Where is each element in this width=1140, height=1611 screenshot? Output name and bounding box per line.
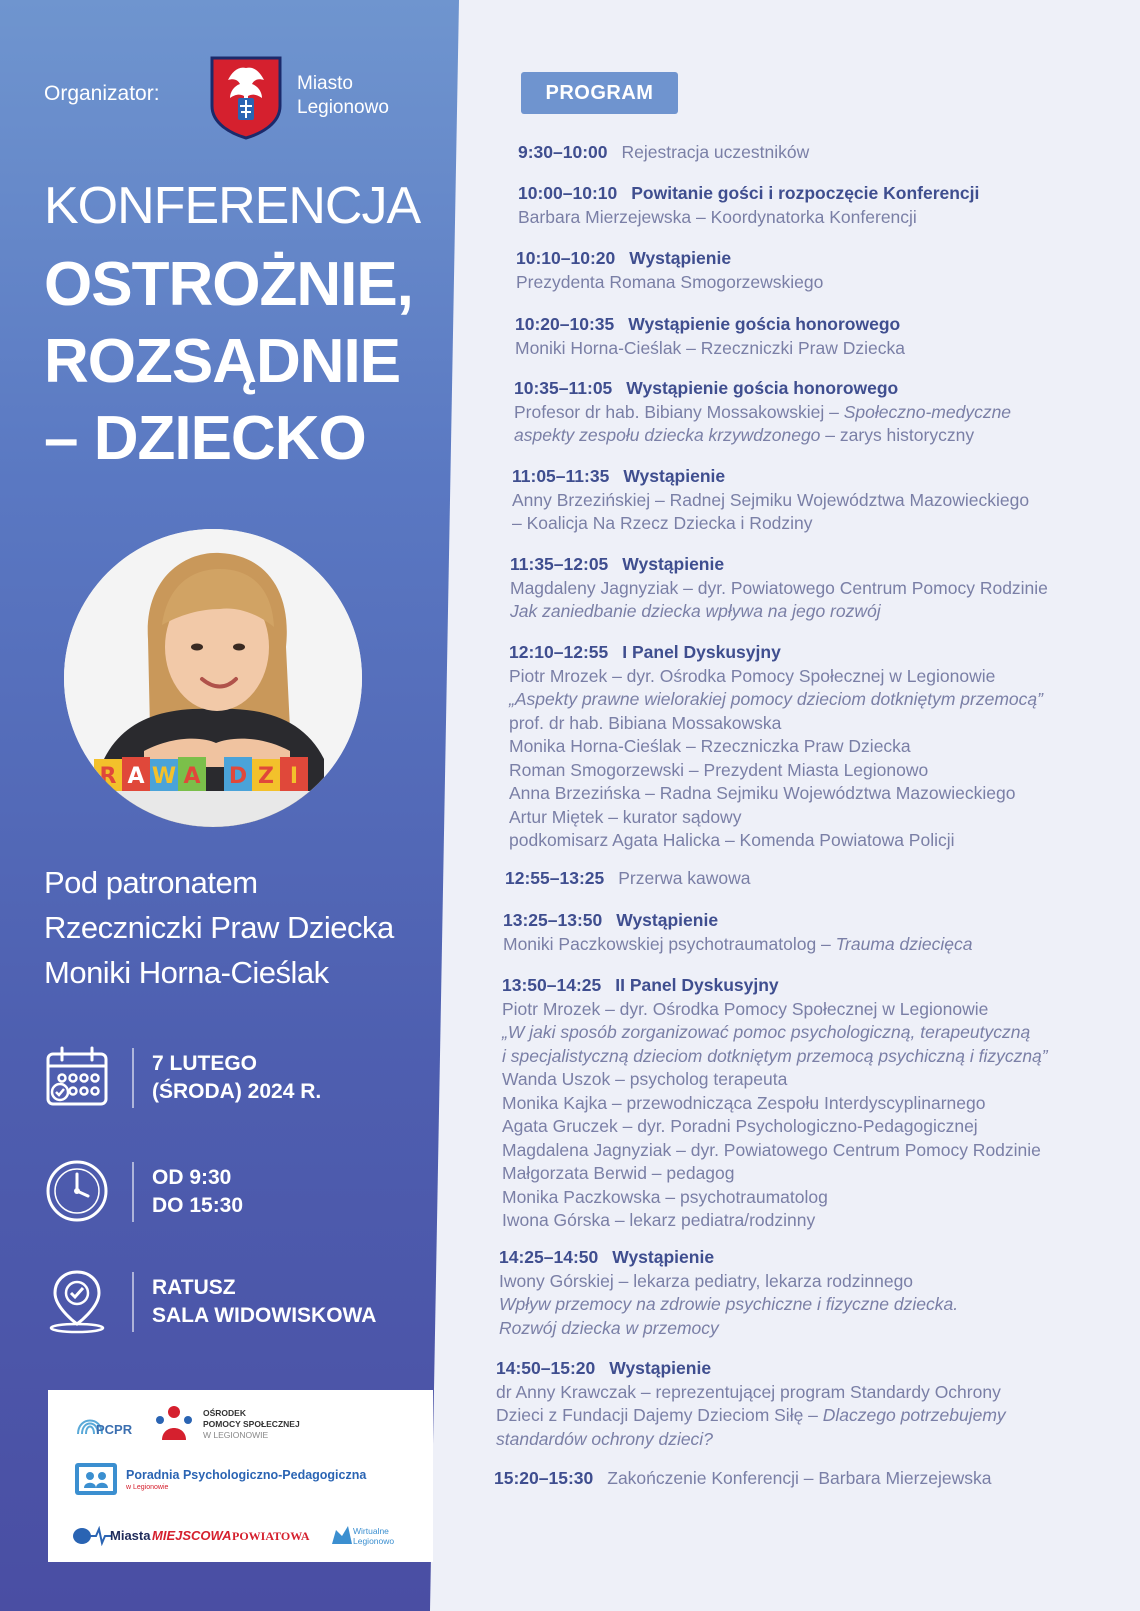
program-item-line (502, 998, 1048, 1022)
miasta-logo-icon (72, 1526, 112, 1546)
title-line1: OSTROŻNIE, (44, 250, 413, 319)
sponsors-box (48, 1390, 433, 1562)
program-item-detail: Moniki Paczkowskiej psychotraumatolog – (503, 933, 836, 954)
program-item-time: 15:20–15:30 (494, 1468, 594, 1488)
organizer-label: Organizator: (44, 82, 160, 105)
program-item-line (509, 759, 1043, 783)
program-item-line (514, 401, 1011, 425)
program-item-line (509, 829, 1043, 853)
poradnia-logo-text: Poradnia Psychologiczno-Pedagogiczna (126, 1468, 367, 1482)
program-item-line (502, 1045, 1048, 1069)
program-item-line (502, 1115, 1048, 1139)
program-item (496, 1357, 1006, 1451)
program-item-detail: Piotr Mrozek – dyr. Ośrodka Pomocy Społecznej w Legionowie (509, 665, 996, 686)
program-item-line (515, 337, 905, 361)
program-item-title: Wystąpienie (616, 910, 719, 930)
program-item-detail: Agata Gruczek – dyr. Poradni Psychologiczno-Pedagogicznej (502, 1116, 978, 1136)
calendar-icon (44, 1044, 110, 1110)
event-time (152, 1164, 243, 1220)
conference-title (44, 246, 413, 477)
title-line2: ROZSĄDNIE (44, 327, 401, 396)
patronage-line1: Pod patronatem (44, 865, 258, 900)
poradnia-logo-icon (74, 1462, 118, 1496)
time-line1: OD 9:30 (152, 1166, 232, 1189)
program-item-line (509, 688, 1043, 712)
date-row (44, 1044, 424, 1114)
program-item-title: Wystąpienie (623, 466, 726, 486)
block-letter-1: A (127, 764, 145, 789)
date-separator (132, 1048, 134, 1108)
program-item-line (502, 1209, 1048, 1233)
patronage-line3: Moniki Horna-Cieślak (44, 955, 329, 990)
media-logo-powiatowa: POWIATOWA (232, 1529, 310, 1543)
city-name-line2: Legionowo (297, 97, 389, 118)
event-place (152, 1274, 376, 1330)
program-item-line (502, 1092, 1048, 1116)
program-item-detail: Moniki Horna-Cieślak – Rzeczniczki Praw Dziecka (515, 337, 905, 358)
program-item (505, 867, 751, 891)
program-item (502, 974, 1048, 1233)
ops-logo-icon (152, 1404, 196, 1442)
program-item-detail: „W jaki sposób zorganizować pomoc psychologiczną, terapeutyczną (502, 1022, 1031, 1042)
media-logo-miejscowa: MIEJSCOWA (152, 1528, 232, 1543)
program-item-title: Wystąpienie (612, 1247, 715, 1267)
program-item-title: Zakończenie Konferencji – Barbara Mierzejewska (607, 1468, 992, 1488)
media-logo-miasta: Miasta (110, 1528, 151, 1543)
program-item-detail: Wanda Uszok – psycholog terapeuta (502, 1069, 788, 1089)
patronage (44, 860, 394, 995)
woman-with-blocks-illustration (64, 529, 362, 827)
program-item-detail: Wpływ przemocy na zdrowie psychiczne i fizyczne dziecka. (499, 1294, 959, 1314)
program-item-time: 14:50–15:20 (496, 1358, 596, 1378)
ops-line2: POMOCY SPOŁECZNEJ (203, 1419, 300, 1429)
program-item (499, 1246, 958, 1340)
clock-icon (44, 1158, 110, 1224)
program-item-title: Wystąpienie (629, 248, 732, 268)
program-item-title: Wystąpienie (622, 554, 725, 574)
program-item-header (512, 465, 1029, 489)
program-item (518, 182, 979, 229)
program-item-header (496, 1357, 1006, 1381)
program-item (514, 377, 1011, 448)
patronage-line2: Rzeczniczki Praw Dziecka (44, 910, 394, 945)
program-item-detail: Społeczno-medyczne (843, 401, 1012, 422)
program-item-header (515, 313, 905, 337)
program-item-detail: Artur Miętek – kurator sądowy (509, 806, 742, 827)
program-item-title: II Panel Dyskusyjny (615, 975, 779, 995)
program-item-time: 12:55–13:25 (505, 868, 605, 888)
city-name-line1: Miasto (297, 73, 353, 94)
program-item-detail: Barbara Mierzejewska – Koordynatorka Konferencji (518, 206, 917, 227)
program-item-detail: Roman Smogorzewski – Prezydent Miasta Legionowo (509, 759, 929, 780)
program-item-line (509, 806, 1043, 830)
program-item-detail: Anna Brzezińska – Radna Sejmiku Województwa Mazowieckiego (509, 783, 1016, 803)
program-item-detail: Dzieci z Fundacji Dajemy Dzieciom Siłę – (496, 1405, 823, 1425)
program-item-detail: Rozwój dziecka w przemocy (499, 1317, 719, 1338)
program-item-line (509, 782, 1043, 806)
wirtualne-line2: Legionowo (353, 1536, 395, 1546)
program-item (518, 141, 809, 165)
program-item-time: 14:25–14:50 (499, 1247, 599, 1267)
program-item-detail: – Koalicja Na Rzecz Dziecka i Rodziny (512, 513, 813, 533)
city-name (297, 72, 389, 120)
program-item-header (499, 1246, 958, 1270)
program-item-title: Wystąpienie gościa honorowego (626, 378, 899, 398)
program-item-line (502, 1162, 1048, 1186)
program-item-title: Rejestracja uczestników (621, 142, 810, 162)
program-item-detail: prof. dr hab. Bibiana Mossakowska (509, 712, 782, 733)
poradnia-logo-subtext: w Legionowie (126, 1484, 169, 1491)
program-item-header (509, 641, 1043, 665)
program-item-line (516, 271, 823, 295)
program-item-detail: Małgorzata Berwid – pedagog (502, 1163, 735, 1183)
program-item-line (509, 712, 1043, 736)
program-item-line (509, 735, 1043, 759)
program-item-title: I Panel Dyskusyjny (622, 642, 781, 662)
program-item-line (496, 1404, 1006, 1428)
program-item-detail: Dlaczego potrzebujemy (822, 1405, 1006, 1425)
program-item-line (503, 933, 972, 957)
program-item-header (516, 247, 823, 271)
block-letter-7: I (289, 764, 299, 789)
block-letter-0: R (99, 764, 117, 789)
program-item-detail: aspekty zespołu dziecka krzywdzonego (514, 425, 821, 445)
program-item-time: 13:50–14:25 (502, 975, 602, 995)
time-line2: DO 15:30 (152, 1194, 244, 1217)
program-item-line (502, 1139, 1048, 1163)
program-item-detail: Anny Brzezińskiej – Radnej Sejmiku Województwa Mazowieckiego (512, 489, 1030, 510)
program-item-line (512, 512, 1029, 536)
ops-line3: W LEGIONOWIE (203, 1430, 269, 1440)
pcpr-logo-text: PCPR (96, 1422, 133, 1437)
wirtualne-legionowo-logo-icon (330, 1524, 354, 1546)
ops-logo-text (203, 1408, 300, 1441)
program-item-title: Przerwa kawowa (618, 868, 751, 888)
program-item-title: Wystąpienie gościa honorowego (628, 314, 901, 334)
program-item-detail: Profesor dr hab. Bibiany Mossakowskiej – (514, 401, 844, 422)
place-line2: SALA WIDOWISKOWA (152, 1304, 377, 1327)
program-item-line (510, 600, 1048, 624)
program-item-detail: – zarys historyczny (820, 425, 975, 445)
place-row (44, 1268, 424, 1338)
block-letter-2: W (151, 764, 177, 789)
time-row (44, 1158, 424, 1228)
city-crest-icon (208, 54, 284, 140)
program-item-detail: Monika Kajka – przewodnicząca Zespołu Interdyscyplinarnego (502, 1092, 986, 1113)
block-letter-3: A (183, 764, 201, 789)
program-item-line (496, 1428, 1006, 1452)
program-item (512, 465, 1029, 536)
program-item-time: 11:35–12:05 (510, 554, 609, 574)
program-item-header (502, 974, 1048, 998)
date-line2: (ŚRODA) 2024 R. (152, 1080, 322, 1103)
program-item-time: 10:10–10:20 (516, 248, 616, 268)
event-date (152, 1050, 321, 1106)
program-item-header (514, 377, 1011, 401)
program-item-line (499, 1270, 958, 1294)
program-badge: PROGRAM (521, 72, 678, 114)
program-item-detail: Monika Paczkowska – psychotraumatolog (502, 1186, 828, 1207)
media-logo-wirtualne (353, 1526, 394, 1546)
program-item-time: 9:30–10:00 (518, 142, 608, 162)
program-item-title: Powitanie gości i rozpoczęcie Konferencji (631, 183, 980, 203)
program-item-detail: standardów ochrony dzieci? (496, 1428, 713, 1449)
place-separator (132, 1272, 134, 1332)
program-item-time: 10:00–10:10 (518, 183, 618, 203)
program-item-time: 11:05–11:35 (512, 466, 610, 486)
program-item-line (512, 489, 1029, 513)
program-item-line (509, 665, 1043, 689)
program-item-header (518, 141, 809, 165)
program-item-line (510, 577, 1048, 601)
program-item-title: Wystąpienie (609, 1358, 712, 1378)
program-item (510, 553, 1048, 624)
program-item-line (502, 1068, 1048, 1092)
program-item-header (510, 553, 1048, 577)
program-item-line (496, 1381, 1006, 1405)
ops-line1: OŚRODEK (203, 1408, 246, 1418)
block-letter-5: D (228, 764, 248, 789)
program-item-line (518, 206, 979, 230)
program-item-detail: i specjalistyczną dzieciom dotkniętym przemocą psychiczną i fizyczną” (502, 1045, 1048, 1066)
location-pin-icon (44, 1268, 110, 1334)
program-item-line (502, 1186, 1048, 1210)
program-item-detail: Magdaleny Jagnyziak – dyr. Powiatowego Centrum Pomocy Rodzinie (510, 577, 1048, 598)
program-item-header (494, 1467, 991, 1491)
program-item-time: 12:10–12:55 (509, 642, 609, 662)
program-item-detail: Jak zaniedbanie dziecka wpływa na jego rozwój (510, 601, 881, 621)
date-line1: 7 LUTEGO (152, 1052, 258, 1075)
program-item-time: 10:20–10:35 (515, 314, 615, 334)
program-item-line (514, 424, 1011, 448)
title-line3: – DZIECKO (44, 404, 366, 473)
program-item (515, 313, 905, 360)
program-item-line (499, 1293, 958, 1317)
program-item-detail: Iwona Górska – lekarz pediatra/rodzinny (502, 1210, 816, 1230)
program-item-header (503, 909, 972, 933)
program-item-detail: Monika Horna-Cieślak – Rzeczniczka Praw Dziecka (509, 736, 911, 756)
block-letter-6: Z (258, 764, 274, 789)
program-item-header (518, 182, 979, 206)
speaker-photo (64, 529, 362, 827)
program-item-time: 13:25–13:50 (503, 910, 603, 930)
program-item (509, 641, 1043, 853)
program-item-detail: „Aspekty prawne wielorakiej pomocy dzieciom dotkniętym przemocą” (509, 689, 1043, 709)
program-item-line (502, 1021, 1048, 1045)
program-item-detail: dr Anny Krawczak – reprezentującej program Standardy Ochrony (496, 1381, 1001, 1402)
program-item-detail: Magdalena Jagnyziak – dyr. Powiatowego Centrum Pomocy Rodzinie (502, 1139, 1041, 1160)
program-item-line (499, 1317, 958, 1341)
wirtualne-line1: Wirtualne (353, 1526, 389, 1536)
program-item-detail: Iwony Górskiej – lekarza pediatry, lekarza rodzinnego (499, 1270, 914, 1291)
program-item (494, 1467, 991, 1491)
program-item-header (505, 867, 751, 891)
program-item-detail: Piotr Mrozek – dyr. Ośrodka Pomocy Społecznej w Legionowie (502, 998, 989, 1019)
program-item-time: 10:35–11:05 (514, 378, 613, 398)
conference-kicker: KONFERENCJA (44, 177, 421, 235)
program-item-detail: Trauma dziecięca (835, 933, 973, 954)
program-item-detail: podkomisarz Agata Halicka – Komenda Powiatowa Policji (509, 830, 955, 850)
time-separator (132, 1162, 134, 1222)
program-item (516, 247, 823, 294)
program-item-detail: Prezydenta Romana Smogorzewskiego (516, 271, 824, 292)
place-line1: RATUSZ (152, 1276, 236, 1299)
program-item (503, 909, 972, 956)
